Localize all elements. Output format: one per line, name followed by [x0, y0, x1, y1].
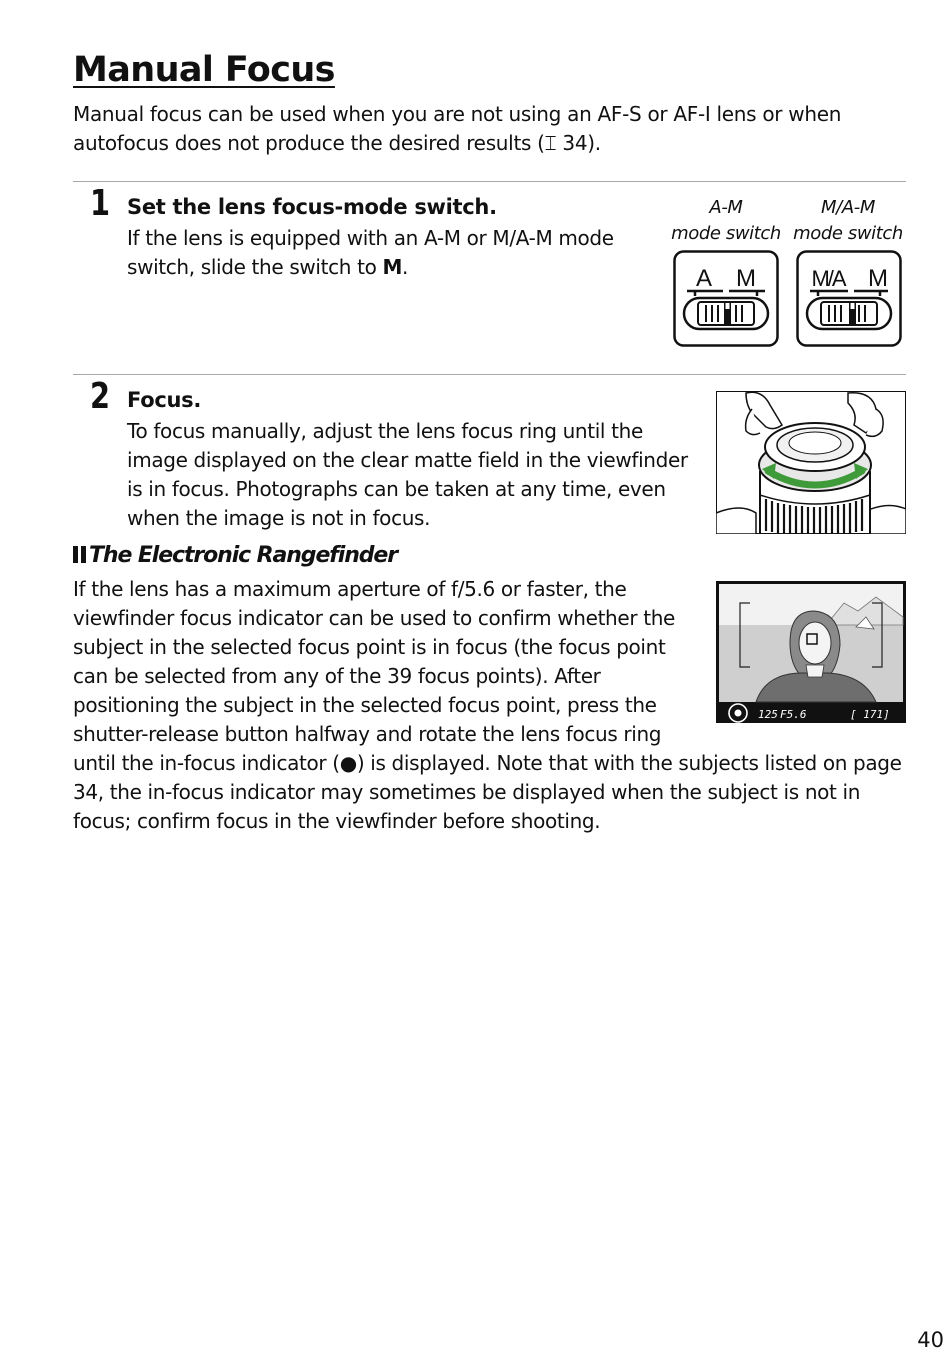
- mam-switch-caption: M/A-M mode switch: [793, 197, 903, 244]
- am-switch-caption: A-M mode switch: [671, 197, 781, 244]
- intro-paragraph: Manual focus can be used when you are not using an AF-S or AF-I lens or when autofocus does not produce the desired results (⌶ 34).: [73, 102, 842, 155]
- viewfinder-frames-remaining: [ 171]: [850, 708, 890, 721]
- divider: [73, 374, 906, 375]
- am-mode-switch-illustration: [673, 250, 779, 347]
- viewfinder-aperture: F5.6: [780, 708, 807, 721]
- lens-focus-ring-illustration: [716, 391, 906, 534]
- switch-label-m: M: [736, 265, 756, 292]
- page-title: Manual Focus: [73, 50, 335, 90]
- step-2-body: To focus manually, adjust the lens focus ring until the image displayed on the clear matte field in the viewfinder is in focus. Photographs can be taken at any time, even when the image is not in focus.: [127, 419, 688, 530]
- switch-label-ma: M/A: [811, 266, 845, 291]
- page-number: 40: [917, 1328, 944, 1352]
- rangefinder-heading: The Electronic Rangefinder: [73, 541, 397, 571]
- viewfinder-illustration: [716, 581, 906, 723]
- step-2-number: 2: [90, 376, 111, 417]
- divider: [73, 181, 906, 182]
- viewfinder-shutter-speed: 125: [758, 708, 778, 721]
- mam-mode-switch-illustration: [796, 250, 902, 347]
- step-2-heading: Focus.: [127, 388, 201, 412]
- switch-label-a: A: [695, 265, 713, 292]
- step-1-number: 1: [90, 183, 111, 224]
- rangefinder-body: If the lens has a maximum aperture of f/5.6 or faster, the viewfinder focus indicator can be used to confirm whether the subject in the selected focus point is in focus (the focus point can be selected from any of the 39 focus points). After positioning the subject in the selected focus point, press the shutter-release button halfway and rotate the lens focus ring until the in-focus indicator (●) is displayed. Note that with the subjects listed on page 34, the in-focus indicator may sometimes be displayed when the subject is not in focus; confirm focus in the viewfinder before shooting.: [73, 577, 902, 833]
- switch-position-m: M: [382, 255, 403, 279]
- step-1-heading: Set the lens focus-mode switch.: [127, 195, 497, 219]
- step-1-body: If the lens is equipped with an A-M or M/A-M mode switch, slide the switch to M.: [127, 226, 614, 279]
- switch-label-m: M: [868, 265, 888, 292]
